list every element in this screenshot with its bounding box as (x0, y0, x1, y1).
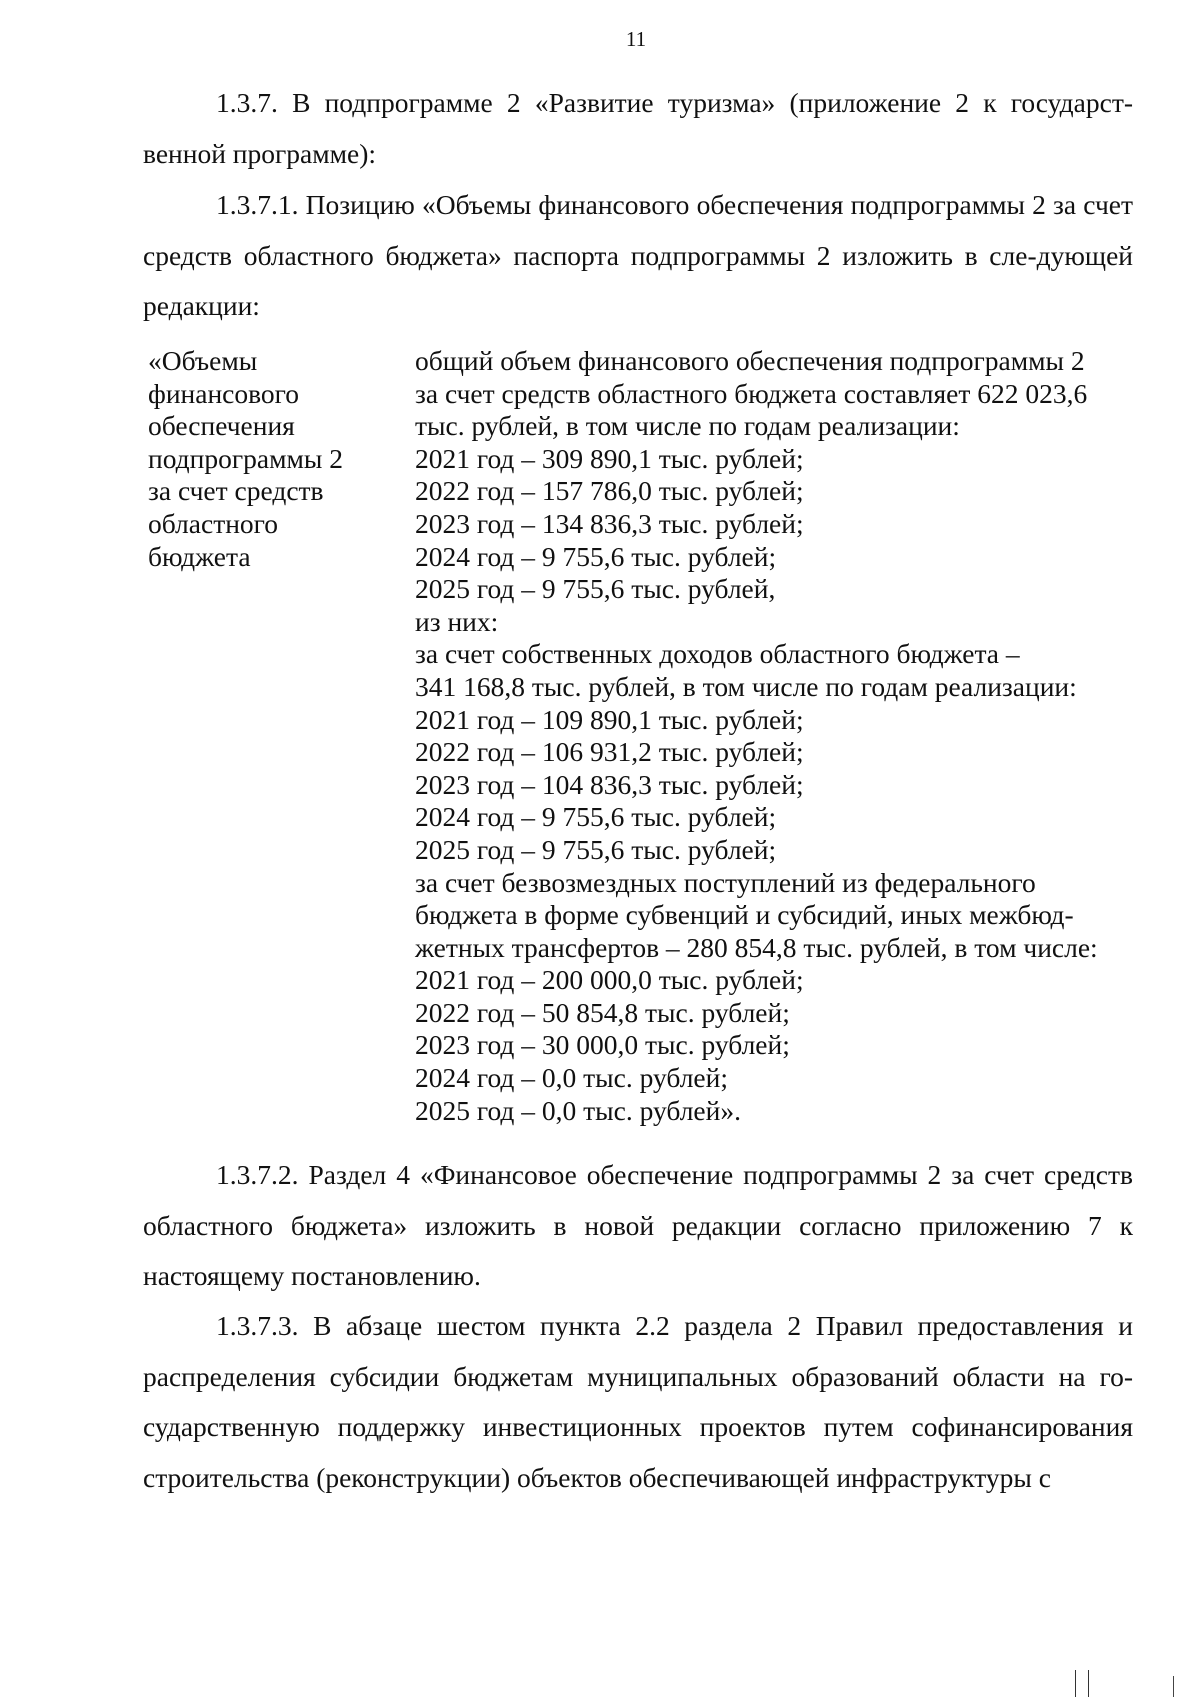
passport-value-line: 2022 год – 106 931,2 тыс. рублей; (415, 736, 804, 768)
passport-label-line: финансового (148, 377, 300, 409)
passport-label-line: «Объемы (148, 345, 258, 376)
passport-value-line: 2024 год – 9 755,6 тыс. рублей; (415, 801, 777, 833)
passport-value-line: 2021 год – 309 890,1 тыс. рублей; (415, 442, 804, 474)
paragraph-1-3-7-1: 1.3.7.1. Позицию «Объемы финансового обеспечения подпрограммы 2 за счет средств областного бюджета» паспорта подпрограммы 2 изложить в сле-дующей редакции: (143, 189, 1133, 321)
passport-value-line: 341 168,8 тыс. рублей, в том числе по годам реализации: (415, 670, 1077, 702)
paragraph-1-3-7-2: 1.3.7.2. Раздел 4 «Финансовое обеспечение подпрограммы 2 за счет средств областного бюджета» изложить в новой редакции согласно приложению 7 к настоящему постановлению. (143, 1159, 1133, 1291)
passport-position-label (148, 345, 378, 573)
passport-value-line: 2022 год – 157 786,0 тыс. рублей; (415, 475, 804, 507)
passport-value-line: за счет средств областного бюджета составляет 622 023,6 (415, 377, 1088, 409)
passport-label-line: обеспечения (148, 410, 295, 442)
scan-edge-mark (1173, 1676, 1174, 1697)
passport-value-line: 2025 год – 9 755,6 тыс. рублей, (415, 573, 776, 605)
passport-label-line: за счет средств (148, 475, 324, 507)
passport-value-line: бюджета в форме субвенций и субсидий, иных межбюд- (415, 899, 1074, 931)
passport-value-line: 2023 год – 30 000,0 тыс. рублей; (415, 1029, 790, 1061)
passport-value-line: 2021 год – 109 890,1 тыс. рублей; (415, 703, 804, 735)
passport-label-line: областного (148, 507, 279, 539)
page-number: 11 (625, 27, 647, 51)
paragraph-1-3-7: 1.3.7. В подпрограмме 2 «Развитие туризма» (приложение 2 к государст-венной программе): (143, 87, 1133, 169)
passport-position-value (415, 345, 1135, 1127)
passport-label-line: бюджета (148, 540, 251, 572)
passport-value-line: за счет собственных доходов областного бюджета – (415, 638, 1020, 670)
passport-value-line: 2021 год – 200 000,0 тыс. рублей; (415, 964, 804, 996)
passport-value-line: 2025 год – 0,0 тыс. рублей». (415, 1094, 741, 1126)
passport-value-line: из них: (415, 605, 499, 637)
passport-value-line: 2023 год – 134 836,3 тыс. рублей; (415, 507, 804, 539)
passport-value-line: 2023 год – 104 836,3 тыс. рублей; (415, 768, 804, 800)
paragraph-1-3-7-3: 1.3.7.3. В абзаце шестом пункта 2.2 раздела 2 Правил предоставления и распределения субсидии бюджетам муниципальных образований области на го-сударственную поддержку инвестиционных проектов путем софинансирования строительства (реконструкции) объектов обеспечивающей инфраструктуры с (143, 1310, 1133, 1493)
passport-value-line: 2022 год – 50 854,8 тыс. рублей; (415, 996, 790, 1028)
passport-value-line: за счет безвозмездных поступлений из федерального (415, 866, 1036, 898)
passport-value-line: 2024 год – 0,0 тыс. рублей; (415, 1062, 728, 1094)
passport-value-line: 2025 год – 9 755,6 тыс. рублей; (415, 833, 777, 865)
passport-label-line: подпрограммы 2 (148, 442, 344, 474)
scan-edge-marks (1075, 1670, 1089, 1697)
passport-value-line: жетных трансфертов – 280 854,8 тыс. рублей, в том числе: (415, 931, 1098, 963)
passport-value-line: 2024 год – 9 755,6 тыс. рублей; (415, 540, 777, 572)
passport-value-line: тыс. рублей, в том числе по годам реализации: (415, 410, 960, 442)
passport-value-line: общий объем финансового обеспечения подпрограммы 2 (415, 345, 1085, 376)
